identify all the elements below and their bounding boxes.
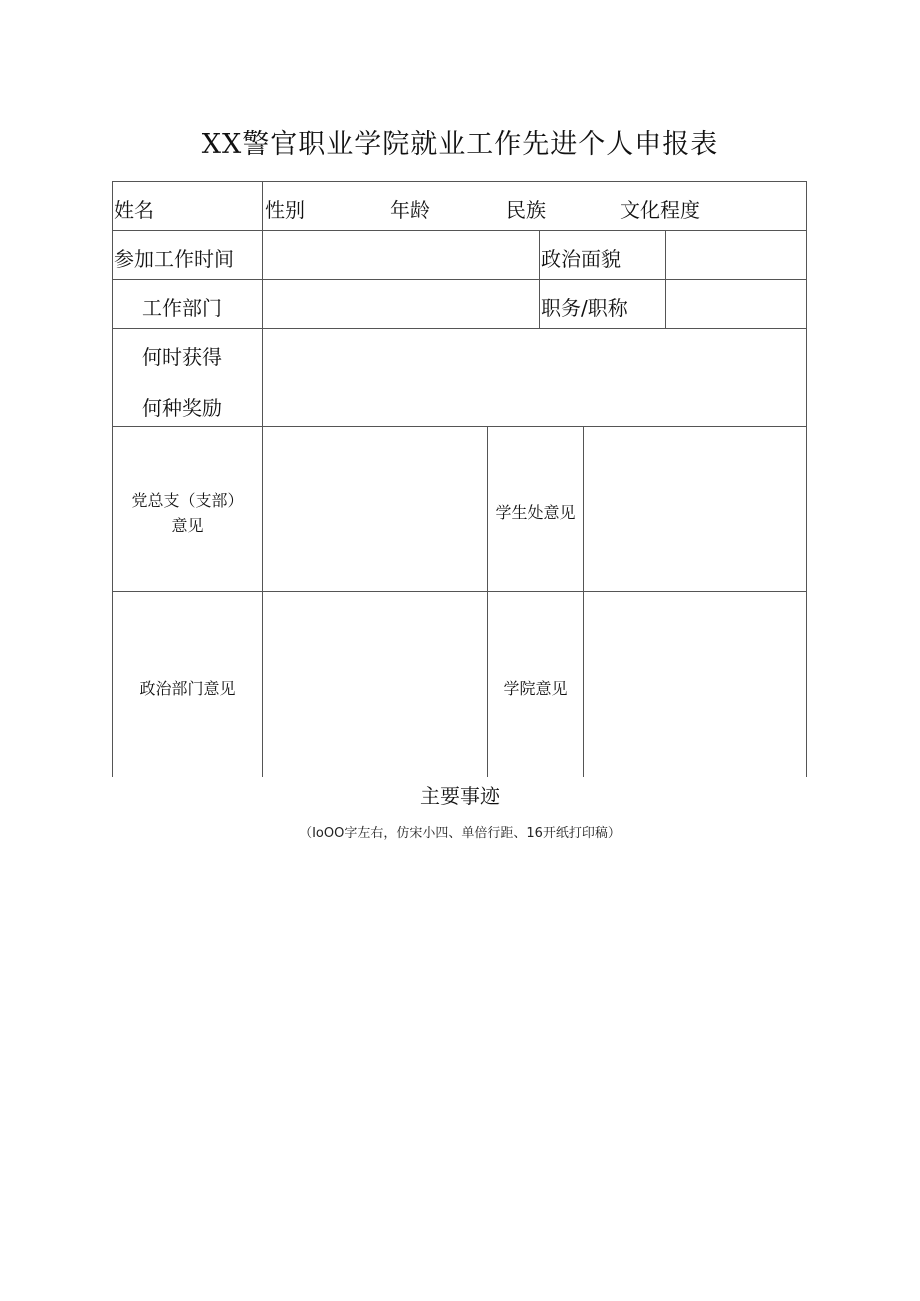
- label-party-branch-opinion: 意见: [171, 516, 204, 535]
- label-college: 学院意见: [503, 679, 568, 698]
- section-heading: 主要事迹: [420, 784, 500, 808]
- label-student-office: 学生处意见: [495, 503, 576, 522]
- column-divider: [539, 230, 540, 328]
- label-gender: 性别: [265, 198, 305, 222]
- label-political-dept: 政治部门意见: [139, 679, 236, 698]
- label-age: 年龄: [390, 198, 430, 222]
- label-award-type: 何种奖励: [142, 396, 222, 420]
- label-department: 工作部门: [142, 296, 222, 320]
- label-party-branch: 党总支（支部）: [131, 491, 244, 510]
- row-divider: [112, 591, 807, 592]
- column-divider: [665, 230, 666, 328]
- row-divider: [112, 279, 807, 280]
- table-border-right: [806, 181, 807, 777]
- label-education: 文化程度: [620, 198, 700, 222]
- label-award-time: 何时获得: [142, 345, 222, 369]
- row-divider: [112, 230, 807, 231]
- page-title: XX警官职业学院就业工作先进个人申报表: [201, 129, 719, 160]
- label-work-start: 参加工作时间: [114, 247, 234, 271]
- label-ethnicity: 民族: [506, 198, 546, 222]
- row-divider: [112, 328, 807, 329]
- row-divider: [112, 426, 807, 427]
- label-political-status: 政治面貌: [541, 247, 621, 271]
- column-divider: [487, 426, 488, 777]
- label-position: 职务/职称: [541, 296, 628, 320]
- table-border-top: [112, 181, 807, 182]
- label-name: 姓名: [114, 198, 154, 222]
- column-divider: [262, 181, 263, 777]
- column-divider: [583, 426, 584, 777]
- section-note: （IoOO字左右，仿宋小四、单倍行距、16开纸打印稿）: [299, 826, 621, 841]
